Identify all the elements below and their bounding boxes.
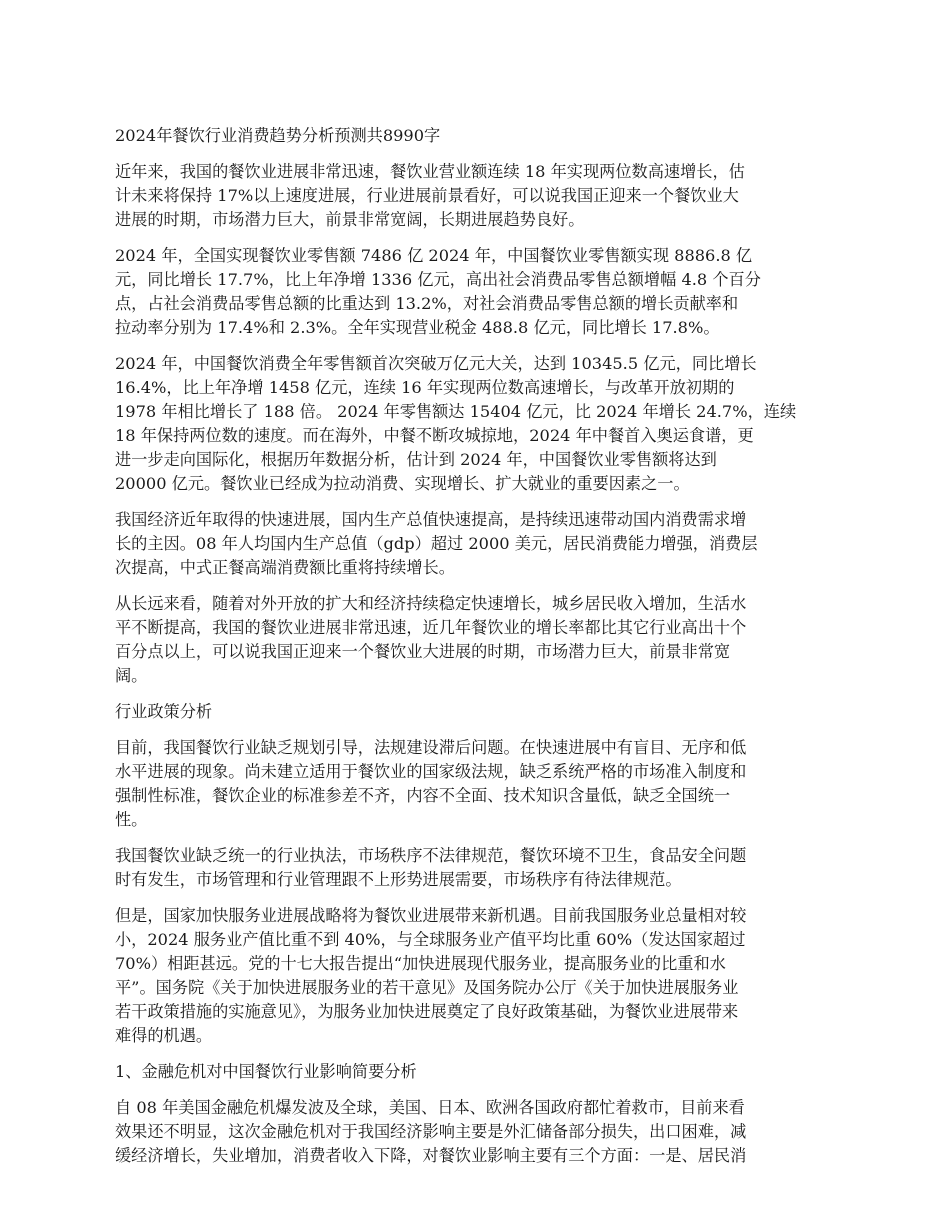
text-line: 时有发生，市场管理和行业管理跟不上形势进展需要，市场秩序有待法律规范。 [115,870,682,889]
text-line: 计未来将保持 17%以上速度进展，行业进展前景看好，可以说我国正迎来一个餐饮业大 [115,186,739,205]
text-line: 2024 年，中国餐饮消费全年零售额首次突破万亿元大关，达到 10345.5 亿元，同比增长 [115,354,757,373]
text-line: 进一步走向国际化，根据历年数据分析，估计到 2024 年，中国餐饮业零售额将达到 [115,450,717,469]
section-heading-crisis: 1、金融危机对中国餐饮行业影响简要分析 [115,1062,417,1081]
document-title: 2024年餐饮行业消费趋势分析预测共8990字 [115,126,441,145]
text-line: 但是，国家加快服务业进展战略将为餐饮业进展带来新机遇。目前我国服务业总量相对较 [115,906,747,925]
paragraph-1 [115,160,840,232]
text-line: 我国餐饮业缺乏统一的行业执法，市场秩序不法律规范，餐饮环境不卫生，食品安全问题 [115,846,747,865]
text-line: 目前，我国餐饮行业缺乏规划引导，法规建设滞后问题。在快速进展中有盲目、无序和低 [115,738,747,757]
text-line: 1978 年相比增长了 188 倍。 2024 年零售额达 15404 亿元，比 2024 年增长 24.7%，连续 [115,402,797,421]
text-line: 水平进展的现象。尚未建立适用于餐饮业的国家级法规，缺乏系统严格的市场准入制度和 [115,762,747,781]
text-line: 16.4%，比上年净增 1458 亿元，连续 16 年实现两位数高速增长，与改革开放初期的 [115,378,735,397]
text-line: 元，同比增长 17.7%，比上年净增 1336 亿元，高出社会消费品零售总额增幅 4.8 个百分 [115,270,761,289]
text-line: 20000 亿元。餐饮业已经成为拉动消费、实现增长、扩大就业的重要因素之一。 [115,474,690,493]
text-line: 从长远来看，随着对外开放的扩大和经济持续稳定快速增长，城乡居民收入增加，生活水 [115,594,747,613]
text-line: 百分点以上，可以说我国正迎来一个餐饮业大进展的时期，市场潜力巨大，前景非常宽 [115,642,731,661]
paragraph-5 [115,592,840,688]
policy-paragraph-1 [115,736,840,832]
paragraph-4 [115,508,840,580]
text-line: 小，2024 服务业产值比重不到 40%，与全球服务业产值平均比重 60%（发达国家超过 [115,930,746,949]
text-line: 平不断提高，我国的餐饮业进展非常迅速，近几年餐饮业的增长率都比其它行业高出十个 [115,618,747,637]
text-line: 次提高，中式正餐高端消费额比重将持续增长。 [115,558,455,577]
policy-paragraph-3 [115,904,840,1048]
text-line: 18 年保持两位数的速度。而在海外，中餐不断攻城掠地，2024 年中餐首入奥运食谱，更 [115,426,754,445]
paragraph-3 [115,352,840,496]
text-line: 2024 年，全国实现餐饮业零售额 7486 亿 2024 年，中国餐饮业零售额实现 8886.8 亿 [115,246,753,265]
document-page [115,124,840,1180]
text-line: 性。 [115,810,148,829]
text-line: 若干政策措施的实施意见》，为服务业加快进展奠定了良好政策基础，为餐饮业进展带来 [115,1002,739,1021]
text-line: 强制性标准，餐饮企业的标准参差不齐，内容不全面、技术知识含量低，缺乏全国统一 [115,786,731,805]
crisis-paragraph-1 [115,1096,840,1168]
text-line: 平”。国务院《关于加快进展服务业的若干意见》及国务院办公厅《关于加快进展服务业 [115,978,739,997]
text-line: 难得的机遇。 [115,1026,213,1045]
text-line: 缓经济增长，失业增加，消费者收入下降，对餐饮业影响主要有三个方面：一是、居民消 [115,1146,747,1165]
policy-paragraph-2 [115,844,840,892]
text-line: 长的主因。08 年人均国内生产总值（gdp）超过 2000 美元，居民消费能力增强，消费层 [115,534,758,553]
text-line: 进展的时期，市场潜力巨大，前景非常宽阔，长期进展趋势良好。 [115,210,585,229]
text-line: 我国经济近年取得的快速进展，国内生产总值快速提高，是持续迅速带动国内消费需求增 [115,510,747,529]
text-line: 自 08 年美国金融危机爆发波及全球，美国、日本、欧洲各国政府都忙着救市，目前来看 [115,1098,745,1117]
paragraph-2 [115,244,840,340]
text-line: 70%）相距甚远。党的十七大报告提出“加快进展现代服务业，提高服务业的比重和水 [115,954,726,973]
section-heading-policy: 行业政策分析 [115,702,213,721]
text-line: 效果还不明显，这次金融危机对于我国经济影响主要是外汇储备部分损失，出口困难，减 [115,1122,747,1141]
text-line: 近年来，我国的餐饮业进展非常迅速，餐饮业营业额连续 18 年实现两位数高速增长，估 [115,162,745,181]
text-line: 阔。 [115,666,148,685]
text-line: 点，占社会消费品零售总额的比重达到 13.2%，对社会消费品零售总额的增长贡献率和 [115,294,739,313]
text-line: 拉动率分别为 17.4%和 2.3%。全年实现营业税金 488.8 亿元，同比增长 17.8%。 [115,318,720,337]
